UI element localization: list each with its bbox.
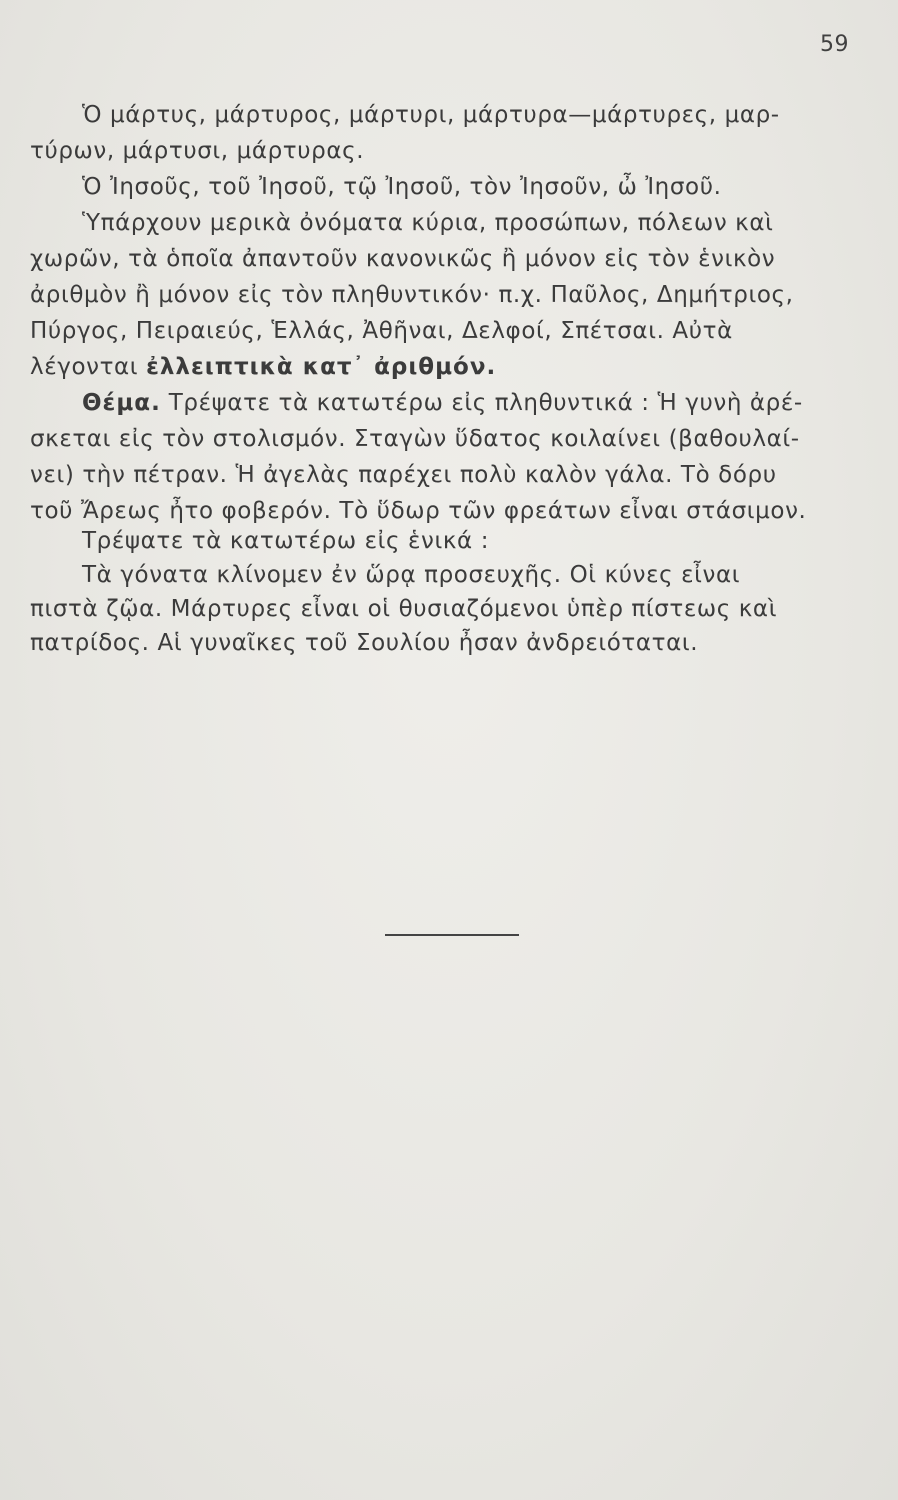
- text-line: Ὑπάρχουν μερικὰ ὀνόματα κύρια, προσώπων, πόλεων καὶ: [82, 210, 774, 236]
- text-line: σκεται εἰς τὸν στολισμόν. Σταγὼν ὕδατος κοιλαίνει (βαθουλαί-: [30, 426, 800, 452]
- text-line: πατρίδος. Αἱ γυναῖκες τοῦ Σουλίου ἦσαν ἀνδρειόταται.: [30, 630, 699, 656]
- text-line: νει) τὴν πέτραν. Ἡ ἀγελὰς παρέχει πολὺ καλὸν γάλα. Τὸ δόρυ: [30, 462, 777, 488]
- text-line: Τὰ γόνατα κλίνομεν ἐν ὥρᾳ προσευχῆς. Οἱ κύνες εἶναι: [82, 562, 741, 588]
- text-span: λέγονται: [30, 354, 147, 380]
- text-line: Πύργος, Πειραιεύς, Ἑλλάς, Ἀθῆναι, Δελφοί, Σπέτσαι. Αὐτὰ: [30, 318, 733, 344]
- text-line: τύρων, μάρτυσι, μάρτυρας.: [30, 138, 365, 164]
- exercise-heading: Θέμα.: [82, 390, 161, 416]
- text-line: τοῦ Ἄρεως ἦτο φοβερόν. Τὸ ὕδωρ τῶν φρεάτων εἶναι στάσιμον.: [30, 498, 807, 524]
- text-line: Ὁ μάρτυς, μάρτυρος, μάρτυρι, μάρτυρα—μάρτυρες, μαρ-: [82, 102, 780, 128]
- text-line: ἀριθμὸν ἢ μόνον εἰς τὸν πληθυντικόν· π.χ. Παῦλος, Δημήτριος,: [30, 282, 794, 308]
- text-span: Τρέψατε τὰ κατωτέρω εἰς πληθυντικά : Ἡ γυνὴ ἀρέ-: [160, 390, 803, 416]
- emphasis-term: ἐλλειπτικὰ κατ᾽ ἀριθμόν.: [146, 354, 497, 380]
- text-line: [30, 352, 496, 382]
- section-divider: [385, 934, 519, 936]
- page-number: 59: [820, 32, 849, 57]
- text-line: πιστὰ ζῷα. Μάρτυρες εἶναι οἱ θυσιαζόμενοι ὑπὲρ πίστεως καὶ: [30, 596, 778, 622]
- text-line: Ὁ Ἰησοῦς, τοῦ Ἰησοῦ, τῷ Ἰησοῦ, τὸν Ἰησοῦν, ὦ Ἰησοῦ.: [82, 174, 722, 200]
- text-line: Τρέψατε τὰ κατωτέρω εἰς ἑνικά :: [82, 528, 490, 554]
- text-line: χωρῶν, τὰ ὁποῖα ἀπαντοῦν κανονικῶς ἢ μόνον εἰς τὸν ἑνικὸν: [30, 246, 776, 272]
- exercise-line: [82, 388, 803, 418]
